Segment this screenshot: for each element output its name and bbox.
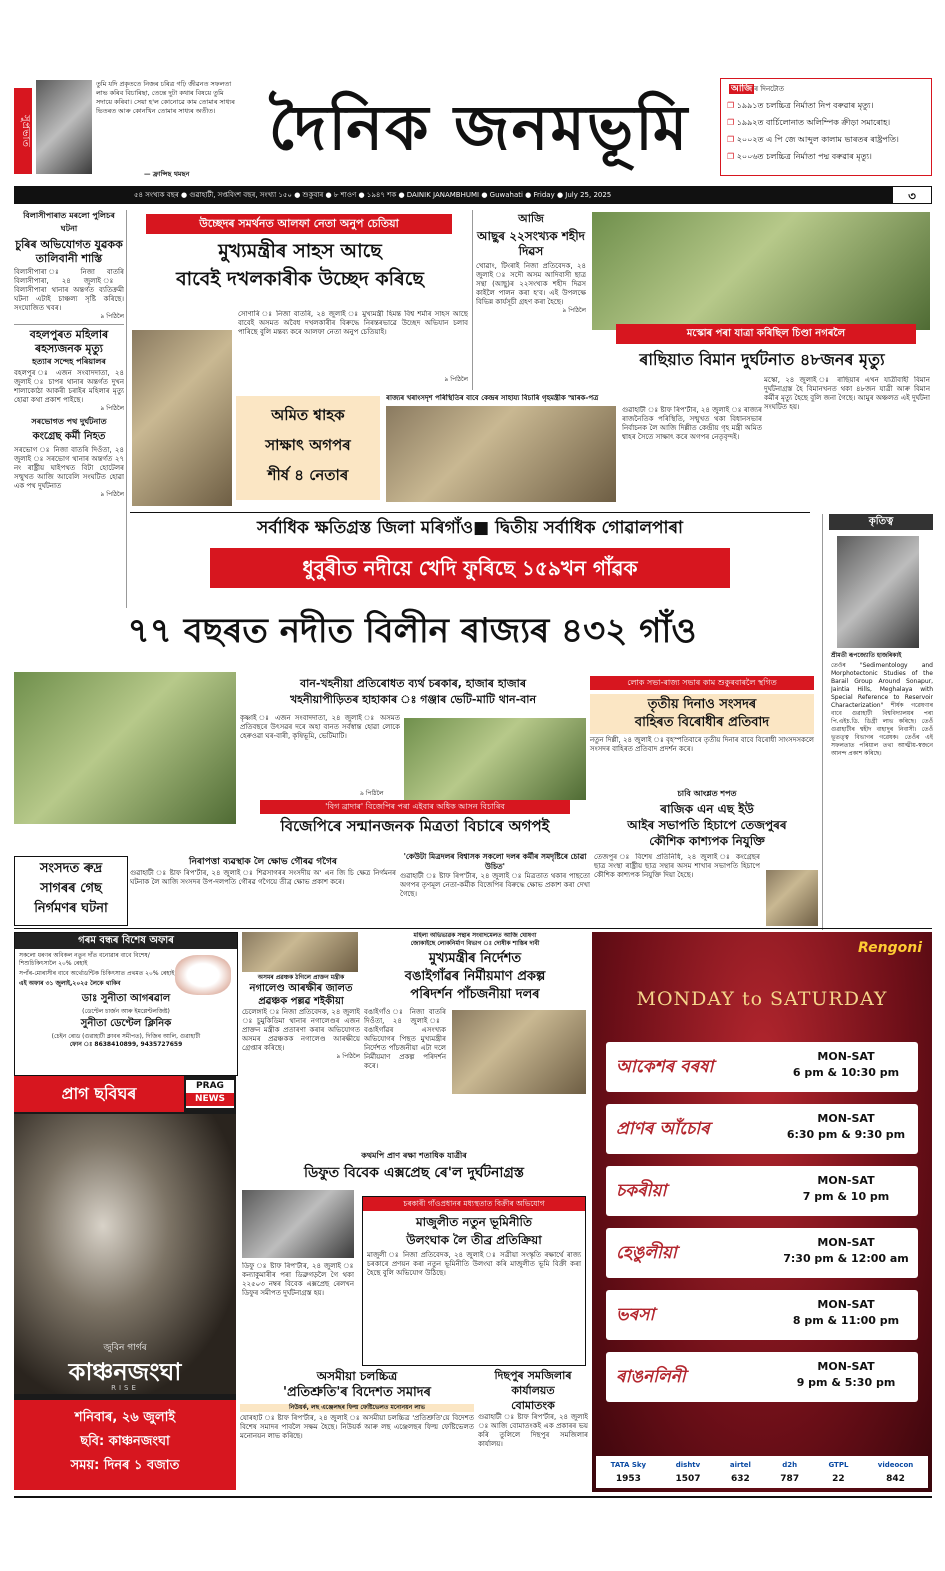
aji-item: ❐ ২০০২ত এ পি জে আব্দুল কালাম ভাৰতৰ ৰাষ্ট্ৰপতি। bbox=[727, 135, 899, 144]
dispur-body: গুৱাহাটী ঃ ষ্টাফ ৰিপ'ৰ্টাৰ, ২৪ জুলাই ঃ আজি বোমাতংকই এক প্ৰকাৰৰ ভয় কৰি তুলিলে দিছপুৰ সমজিলাৰ কাৰ্যালয়। bbox=[478, 1413, 588, 1448]
s2-headline: বহলপুৰত মহিলাৰ ৰহস্যজনক মৃত্যু bbox=[29, 328, 109, 355]
film-rise: RISE bbox=[111, 1384, 139, 1392]
dth-name: GTPL bbox=[828, 1461, 849, 1469]
show-title: ভৰসা bbox=[616, 1305, 655, 1325]
quote-author-portrait bbox=[36, 80, 92, 174]
train-photo bbox=[242, 1190, 354, 1258]
train-kicker: কথমপি প্ৰাণ ৰক্ষা শতাধিক যাত্ৰীৰ bbox=[361, 1151, 467, 1160]
flood-sub-1: বান-খহনীয়া প্ৰতিৰোধত ব্যৰ্থ চৰকাৰ, হাজাৰ হাজাৰ bbox=[299, 677, 527, 690]
show-title: হেঙুলীয়া bbox=[616, 1243, 677, 1263]
amit-line-1: অমিত শ্বাহক bbox=[271, 406, 345, 424]
show-time: 9 pm & 5:30 pm bbox=[796, 1376, 896, 1389]
rengoni-days: MONDAY to SATURDAY bbox=[636, 988, 888, 1010]
film-body: যোৰহাট ঃ ষ্টাফ ৰিপ'ৰ্টাৰ, ২৪ জুলাই ঃ অসমীয়া চলচ্চিত্ৰ 'প্ৰতিশ্ৰুতি'য়ে বিদেশত বিশেষ সমাদৰ পাবলৈ সক্ষম হৈছে। নিউয়ৰ্ক আৰু লছ এঞ্জেলছৰ ফিল্ম ফেষ্টিভেলত মনোনয়ন লাভ কৰিছে। bbox=[240, 1414, 474, 1440]
aji-item: ❐ ২০০৬ত চলচ্চিত্ৰ নিৰ্মাতা পদ্ম বৰুৱাৰ মৃত্যু। bbox=[727, 152, 872, 161]
cm-more[interactable]: ৯ পিঠিলৈ bbox=[444, 376, 468, 383]
dateline: ৫৪ সংখ্যক বছৰ ● গুৱাহাটী, সপ্তবিংশ বছৰ, সংখ্যা ১৫০ ● শুকুবাৰ ● ৮ শাওণ ● ১৯৪৭ শক ● DAINIK JANAMBHUMI ● Guwahati ● Friday ● July 25, 2025 bbox=[134, 191, 612, 199]
dth-item bbox=[730, 1456, 751, 1488]
s3-kicker: সৰভোগত পথ দুৰ্ঘটনাত bbox=[31, 417, 107, 426]
nsui-kicker: চাবি আংশ্লত শপত bbox=[677, 789, 737, 798]
dth-name: dishtv bbox=[675, 1461, 701, 1469]
nagaland-story bbox=[242, 932, 360, 1152]
gas-head-1: সংসদত ৰুদ্ৰ bbox=[39, 861, 103, 876]
show-time: 8 pm & 11:00 pm bbox=[792, 1314, 900, 1327]
nagaland-kicker: অসমৰ প্ৰৱঞ্চক ঠগিলে প্ৰাক্তন মন্ত্ৰীক bbox=[257, 974, 345, 981]
dth-number: 787 bbox=[780, 1474, 800, 1484]
nagaland-headline: নগালেণ্ড আৰক্ষীৰ জালত প্ৰৱঞ্চক পল্লৱ শইকীয়া bbox=[249, 983, 353, 1007]
dth-strip bbox=[596, 1456, 928, 1488]
dispur-head-3: বোমাতংক bbox=[511, 1399, 555, 1412]
newspaper-title: দৈনিক জনমভূমি bbox=[268, 91, 690, 164]
prag-film: ছবি: কাঞ্চনজংঘা bbox=[80, 1434, 170, 1449]
prag-head: প্ৰাগ ছবিঘৰ bbox=[14, 1076, 184, 1112]
divider bbox=[126, 210, 127, 608]
aji-item: ❐ ১৯৯২ত বাৰ্চিলোনাত অলিম্পিক ক্ৰীড়া সমাৰোহ। bbox=[727, 118, 891, 127]
teeth-image bbox=[175, 955, 231, 995]
film-headline: 'প্ৰতিশ্ৰুতি'ৰ বিদেশত সমাদৰ bbox=[283, 1385, 431, 1400]
martyrs-body: খোৱাং, টিংৰাই নিজা প্ৰতিবেদক, ২৪ জুলাই ঃ সদৌ অসম আদিবাসী ছাত্ৰ সন্থা (আছু)ৰ ২২সংখ্যক শহীদ দিৱস কাইলৈ পালন কৰা হ'ব। এই উপলক্ষে বিভিন্ন কাৰ্যসূচী গ্ৰহণ কৰা হৈছে। bbox=[476, 262, 586, 306]
pratishruti-story bbox=[240, 1368, 474, 1492]
page-number: ৩ bbox=[892, 186, 932, 204]
dispur-head-1: দিছপুৰ সমজিলাৰ bbox=[494, 1369, 572, 1382]
dental-address: (চেইন ৰোড (গুৱাহাটী ক্লাবৰ সমীপত), দিজিৰ আলি, গুৱাহাটী bbox=[51, 1033, 201, 1040]
dental-degree: (ডেণ্টেল চাৰ্জন আৰু ইমপ্লেণ্টলজিষ্ট) bbox=[82, 1008, 170, 1015]
dth-number: 1953 bbox=[615, 1474, 641, 1484]
bottom-rule bbox=[14, 1496, 932, 1498]
bridge-kicker: মহিলা অভিভাৱক সন্থাৰ সংবাদমেলত আজি ঘোষণা bbox=[413, 932, 537, 939]
dth-number: 1507 bbox=[675, 1474, 701, 1484]
dateline-bar bbox=[14, 186, 932, 204]
amit-line-2: সাক্ষাৎ অগপৰ bbox=[265, 436, 351, 454]
amit-line-3: শীৰ্ষ ৪ নেতাৰ bbox=[267, 466, 349, 484]
nsui-story bbox=[594, 788, 820, 928]
amit-meeting-photo bbox=[386, 406, 616, 502]
dental-head: গৰম বন্ধৰ বিশেষ অফাৰ bbox=[15, 933, 237, 949]
show-card[interactable] bbox=[606, 1104, 918, 1154]
plane-crash-photo bbox=[592, 212, 930, 330]
aji-label: আজি bbox=[731, 84, 753, 94]
rengoni-logo: Rengoni bbox=[858, 940, 922, 956]
parliament-story bbox=[590, 676, 814, 784]
nagaland-body: চেলেঙ্গাই ঃ নিজা প্ৰতিবেদক, ২৪ জুলাই ঃ চুমুকিডিমা থানাৰ নগালেণ্ডৰ এজন প্ৰাক্তন মন্ত্ৰীক প্ৰতাৰণা কৰাৰ অভিযোগত অসমৰ প্ৰৱঞ্চকক নগালেণ্ড আৰক্ষীয়ে গ্ৰেপ্তাৰ কৰিছে। bbox=[242, 1008, 360, 1052]
nsui-body: তেজপুৰ ঃ বিশেষ প্ৰতিনিধি, ২৪ জুলাই ঃ কংগ্ৰেছৰ ছাত্ৰ সংস্থা ৰাষ্ট্ৰীয় ছাত্ৰ সন্থাৰ অসম শাখাৰ সভাপতি হিচাপে কৌশিক কাশ্যপক নিযুক্তি দিয়া হৈছে। bbox=[594, 853, 760, 879]
gas-body: গুৱাহাটী ঃ ষ্টাফ ৰিপ'ৰ্টাৰ, ২৪ জুলাই ঃ শিৱসাগৰৰ সংসদীয় অ' এন জি চি ক্ষেত্ৰ নিৰ্গমনৰ ঘটনাক লৈ আজি সংসদৰ উপ-দলপতি গৌৰৱ গগৈয়ে তীব্ৰ ক্ষোভ প্ৰকাশ কৰে। bbox=[130, 869, 396, 886]
dth-number: 842 bbox=[886, 1474, 905, 1484]
show-card[interactable] bbox=[606, 1290, 918, 1340]
dth-number: 632 bbox=[731, 1474, 750, 1484]
parliament-body: নতুন দিল্লী, ২৪ জুলাই ঃ বৃহস্পতিবাৰে তৃতীয় দিনাৰ বাবে বিৰোধী সাংসদসকলে সংসদৰ বাহিৰত প্ৰতিবাদ প্ৰদৰ্শন কৰে। bbox=[590, 736, 814, 753]
aji-item: ❐ ১৯৯১ত চলচ্চিত্ৰ নিৰ্মাতা নিপ বৰুৱাৰ মৃত্যু। bbox=[727, 101, 874, 110]
bridge-photo bbox=[452, 1010, 586, 1094]
s3-body: সৰভোগ ঃ নিজা বাতৰি দিওঁতা, ২৪ জুলাই ঃ সৰভোগ থানাৰ অন্তৰ্গত ২৭ নং ৰাষ্ট্ৰীয় ঘাইপথত বিটা হোটেলৰ সন্মুখত আজি আবেলি সংঘটিত হোৱা এক পথ দুৰ্ঘটনাত bbox=[14, 446, 124, 490]
s1-body: বিলাসীপাৰা ঃ নিজা বাতৰি বিলাসীপাৰা, ২৪ জুলাই ঃ বিলাসীপাৰা থানাৰ অন্তৰ্গত ব্যতিক্ৰমী ঘটনা এটাই চাঞ্চল্য সৃষ্টি কৰিছে। সংযোজিত খবৰ। bbox=[14, 268, 124, 312]
martyrs-more[interactable]: ৯ পিঠিলৈ bbox=[562, 307, 586, 314]
kritiwa-body: তেওঁৰ "Sedimentology and Morphotectonic Studies of the Barail Group Around Sonapur, Jaintia Hills, Meghalaya with Special Reference to Reservoir Characterization" শীৰ্ষক গৱেষণাৰ বাবে গুৱাহাটী বিশ্ববিদ্যালয়ৰ পৰা পি.এইচ.ডি. ডিগ্ৰী লাভ কৰিছে। তেওঁ গুৱাহাটীৰ শ্বহীদ বাহাদুৰ নিবাসী। তেওঁ ভূতত্ত্ব বিভাগৰ গৱেষক। তেওঁৰ এই সফলতাত পৰিয়াল তথা আত্মীয়-স্বজনে আনন্দ প্ৰকাশ কৰিছে। bbox=[831, 662, 933, 757]
film-kicker-line: অসমীয়া চলচ্চিত্ৰ bbox=[316, 1369, 398, 1383]
s1-kicker: বিলাসীপাৰাত মৰলো পুলিচৰ ঘটনা bbox=[23, 211, 115, 233]
erosion-photo-2 bbox=[404, 718, 586, 800]
show-time: 7 pm & 10 pm bbox=[802, 1190, 890, 1203]
show-title: ৰাঙনলিনী bbox=[616, 1367, 686, 1387]
nagaland-more[interactable]: ৯ পিঠিলৈ bbox=[336, 1053, 360, 1060]
gas-head-3: নিৰ্গমণৰ ঘটনা bbox=[34, 901, 108, 916]
film-sub: নিউয়ৰ্ক, লছ এঞ্জেলছৰ ফিল্ম ফেষ্টিভেলত মনোনয়ন লাভ bbox=[240, 1404, 474, 1412]
show-time: 7:30 pm & 12:00 am bbox=[783, 1252, 909, 1265]
majuli-kicker: চৰকাৰী গাঁওপ্ৰধানৰ মধ্যস্থতাত বিক্ৰীৰ অভিযোগ bbox=[363, 1197, 585, 1211]
show-day: MON-SAT bbox=[817, 1298, 875, 1311]
bridge-body: বঙাইগাঁও ঃ নিজা বাতৰি দিওঁতা, ২৪ জুলাই ঃ বঙাইগাঁৱৰ এসংখ্যক অভিযোগৰ পিছত মুখ্যমন্ত্ৰীৰ নিৰ্দেশত পাঁচজনীয়া এটা দলে নিৰ্মীয়মাণ প্ৰকল্প পৰিদৰ্শন কৰে। bbox=[364, 1008, 446, 1070]
show-card[interactable] bbox=[606, 1228, 918, 1278]
amit-body: গুৱাহাটী ঃ ষ্টাফ ৰিপ'ৰ্টাৰ, ২৪ জুলাই ঃ ৰাজ্যৰ ৰাজনৈতিক পৰিস্থিতি, সন্মুখত থকা বিধানসভাৰ নিৰ্বাচনক লৈ আজি দিল্লীত কেন্দ্ৰীয় গৃহ মন্ত্ৰী অমিত শ্বাহৰ সৈতে সাক্ষাৎ কৰে অগপৰ নেতৃবৃন্দই। bbox=[622, 406, 762, 441]
train-headline: ডিফুত বিবেক এক্সপ্ৰেছ ৰে'ল দুৰ্ঘটনাগ্ৰস্ত bbox=[304, 1165, 524, 1181]
suprobhat-label: সুপ্ৰভাত bbox=[14, 88, 32, 174]
flood-subhead bbox=[240, 676, 586, 708]
flood-redhead: ধুবুৰীত নদীয়ে খেদি ফুৰিছে ১৫৯খন গাঁৱক bbox=[210, 548, 730, 588]
dental-doctor: ডাঃ সুনীতা আগৰৱাল bbox=[81, 993, 171, 1004]
show-title: আকেশৰ বৰষা bbox=[616, 1057, 714, 1077]
nagaland-photo bbox=[242, 932, 358, 972]
erosion-photo-1 bbox=[14, 672, 236, 824]
flood-body: কৃষ্ণাই ঃ এজন সংবাদদাতা, ২৪ জুলাই ঃ অসমত প্ৰতিবছৰে উৎসৱৰ দৰে অহা বানত সৰ্বস্বান্ত হোৱা লোকে হেৰুওৱা ঘৰ-বাৰী, কৃষিভূমি, ভেটিমাটি। bbox=[240, 714, 400, 740]
s3-headline: কংগ্ৰেছ কৰ্মী নিহত bbox=[32, 431, 106, 442]
film-title: কাঞ্চনজংঘা bbox=[68, 1358, 182, 1386]
dth-name: videocon bbox=[877, 1461, 914, 1469]
kritiwa-box bbox=[822, 514, 933, 930]
dental-phone: ফোন ঃ 8638410899, 9435727659 bbox=[69, 1041, 183, 1048]
martyrs-headline: আছুৰ ২২সংখ্যক শহীদ দিৱস bbox=[477, 229, 585, 258]
flood-more[interactable]: ৯ পিঠিলৈ bbox=[360, 790, 384, 797]
show-card[interactable] bbox=[606, 1352, 918, 1402]
s2-more[interactable]: ৯ পিঠিলৈ bbox=[100, 405, 124, 412]
dth-item bbox=[780, 1456, 799, 1488]
show-time: 6 pm & 10:30 pm bbox=[792, 1066, 900, 1079]
dth-item bbox=[611, 1456, 646, 1488]
masthead bbox=[14, 76, 932, 186]
film-kicker: জুবিন গাৰ্গৰ bbox=[103, 1343, 147, 1353]
dental-ad[interactable] bbox=[14, 932, 238, 1076]
show-day: MON-SAT bbox=[817, 1360, 875, 1373]
majuli-story bbox=[362, 1196, 586, 1366]
dispur-head-2: কাৰ্যালয়ত bbox=[511, 1384, 555, 1397]
gas-head-2: সাগৰৰ গেছ bbox=[40, 881, 102, 896]
gas-leak-box bbox=[14, 856, 128, 926]
show-day: MON-SAT bbox=[817, 1174, 875, 1187]
quote-author: — ফ্ৰান্সিছ থমছন bbox=[144, 170, 190, 178]
bjp-sub: 'কেউটা মিত্ৰদলৰ বিশ্বাসক সকলো দলৰ কৰ্মীৰ সমদৃষ্টিৰে চোৱা উচিত' bbox=[403, 852, 587, 871]
amit-box bbox=[236, 396, 380, 500]
dispur-story bbox=[478, 1368, 588, 1492]
dth-name: airtel bbox=[729, 1461, 751, 1469]
show-card[interactable] bbox=[606, 1166, 918, 1216]
s1-more[interactable]: ৯ পিঠিলৈ bbox=[100, 313, 124, 320]
divider bbox=[472, 210, 473, 390]
bongaigaon-story bbox=[364, 932, 586, 1152]
cm-headline-2: বাবেই দখলকাৰীক উচ্ছেদ কৰিছে bbox=[176, 268, 424, 290]
amit-story bbox=[236, 392, 764, 510]
dental-line-2: সপাঁৰ-মোৰাসীৰ বাবে অৰ্থোডন্টিক চিকিৎসাত প্ৰথমত ২০% ৰেহাই bbox=[19, 970, 175, 977]
parliament-head-2: বাহিৰত বিৰোধীৰ প্ৰতিবাদ bbox=[634, 715, 770, 730]
bridge-kicker-2: জোকাইছে লোকনিৰ্মাণ বিভাগ ঃ দোষীক শাস্তিৰ দাবী bbox=[410, 940, 540, 947]
martyrs-story bbox=[476, 210, 586, 390]
s1-headline: চুৰিৰ অভিযোগত যুৱকক তালিবানী শাস্তি bbox=[15, 238, 123, 265]
show-day: MON-SAT bbox=[817, 1236, 875, 1249]
nsui-head-2: আইৰ সভাপতি হিচাপে তেজপুৰৰ bbox=[627, 818, 787, 832]
gas-kicker: নিৰাপত্তা ব্যৱস্থাক লৈ ক্ষোভ গৌৰৱ গগৈৰ bbox=[189, 857, 337, 867]
s2-body: বহলপুৰ ঃ এজন সংবাদদাতা, ২৪ জুলাই ঃ চাপৰ থানাৰ অন্তৰ্গত দুখন শালাকোঠা আকৰী চৰাইৰ মহিলাৰ মৃত্যু হোৱা কথা প্ৰকাশ পাইছে। bbox=[14, 369, 124, 404]
left-column bbox=[14, 210, 124, 610]
bridge-head-3: পৰিদৰ্শন পাঁচজনীয়া দলৰ bbox=[410, 987, 540, 1002]
flood-main-headline: ৭৭ বছৰত নদীত বিলীন ৰাজ্যৰ ৪৩২ গাঁও bbox=[127, 611, 697, 651]
cm-kicker: উচ্ছেদৰ সমৰ্থনত আলফা নেতা অনুপ চেতিয়া bbox=[146, 214, 452, 234]
cm-headline-1: মুখ্যমন্ত্ৰীৰ সাহস আছে bbox=[218, 240, 382, 262]
parliament-kicker: লোক সভা-ৰাজ্য সভাৰ কাম শুকুৰবাৰলৈ স্থগিত bbox=[590, 676, 814, 690]
show-day: MON-SAT bbox=[817, 1112, 875, 1125]
dental-line-1: সকলো ধৰণৰ অবিকল নতুন দাঁত বনোৱাৰ বাবে বিশেষ/শিশুচিকিৎসালৈ ২০% ৰেহাই bbox=[19, 952, 150, 967]
majuli-body: মাজুলী ঃ নিজা প্ৰতিবেদক, ২৪ জুলাই ঃ সত্ৰীয়া সংস্কৃতি ৰক্ষাৰ্থে ৰাজ্য চৰকাৰে প্ৰণয়ন কৰা নতুন ভূমিনীতি উলংঘা কৰি মাজুলীত ভূমি বিক্ৰী কৰা হৈছে বুলি অভিযোগ উঠিছে। bbox=[367, 1251, 581, 1277]
prag-news-logo: PRAG NEWS bbox=[186, 1080, 234, 1108]
anup-chetia-photo bbox=[132, 330, 232, 506]
plane-body: মস্কো, ২৪ জুলাই ঃ ৰাছিয়াৰ এখন যাত্ৰীবাহী বিমান দুৰ্ঘটনাগ্ৰস্ত হৈ বিমানখনত থকা ৪৮জন যাত্ৰী আৰু বিমান কৰ্মীৰ মৃত্যু হৈছে বুলি জনা গৈছে। আমুৰ অঞ্চলত এই দুৰ্ঘটনা সংঘটিত হয়। bbox=[764, 376, 930, 411]
bjp-story bbox=[240, 800, 590, 856]
plane-caption: মস্কোৰ পৰা যাত্ৰা কৰিছিল চিণ্ডা নগৰলৈ bbox=[616, 324, 916, 344]
cm-body: সোণাৰি ঃ নিজা বাতৰি, ২৪ জুলাই ঃ মুখ্যমন্ত্ৰী হিমন্ত বিশ্ব শৰ্মাৰ সাহস আছে বাবেই অসমত অবৈধ দখলকাৰীৰ বিৰুদ্ধে নিৰন্তৰভাৱে উচ্ছেদ অভিযান চলাব পাৰিছে বুলি মন্তব্য কৰে আলফা নেতা অনুপ চেতিয়াই। bbox=[238, 310, 468, 336]
dth-item bbox=[878, 1456, 913, 1488]
flood-strap: সৰ্বাধিক ক্ষতিগ্ৰস্ত জিলা মৰিগাঁও■ দ্বিতীয় সৰ্বাধিক গোৱালপাৰা bbox=[257, 518, 683, 538]
gas-leak-story bbox=[130, 856, 396, 926]
plane-headline: ৰাছিয়াত বিমান দুৰ্ঘটনাত ৪৮জনৰ মৃত্যু bbox=[639, 350, 885, 369]
aji-box bbox=[720, 78, 932, 176]
train-body: ডিফু ঃ ষ্টাফ ৰিপ'ৰ্টাৰ, ২৪ জুলাই ঃ কন্যাকুমাৰীৰ পৰা ডিব্ৰুগড়লৈ গৈ থকা ২২৫০৩ নম্বৰ বিবেক এক্সপ্ৰেছ ৰেলখন ডিফুৰ সমীপত দুৰ্ঘটনাগ্ৰস্ত হয়। bbox=[242, 1262, 354, 1297]
bjp-body: গুৱাহাটী ঃ ষ্টাফ ৰিপ'ৰ্টাৰ, ২৪ জুলাই ঃ মিত্ৰতাত থকাৰ পাছতো অগপৰ তৃণমূল নেতা-কৰ্মীক বিজেপিৰ বিৰুদ্ধে ক্ষোভ প্ৰকাশ কৰা দেখা গৈছে। bbox=[400, 872, 590, 898]
aji-list bbox=[727, 97, 927, 165]
dth-list bbox=[596, 1456, 928, 1488]
s2-sub: হত্যাৰ সন্দেহ পৰিয়ালৰ bbox=[32, 357, 106, 366]
prag-time: সময়: দিনৰ ১ বজাত bbox=[70, 1458, 180, 1473]
dental-line-3: এই অফাৰ ৩১ জুলাই,২০২৫ লৈকে থাকিব bbox=[19, 980, 121, 987]
bridge-head-1: মুখ্যমন্ত্ৰীৰ নিৰ্দেশত bbox=[428, 951, 522, 966]
prag-ad[interactable] bbox=[14, 1076, 236, 1490]
dth-name: TATA Sky bbox=[610, 1461, 647, 1469]
majuli-head-1: মাজুলীত নতুন ভূমিনীতি bbox=[415, 1215, 532, 1229]
show-card[interactable] bbox=[606, 1042, 918, 1092]
s3-more[interactable]: ৯ পিঠিলৈ bbox=[100, 491, 124, 498]
dth-name: d2h bbox=[782, 1461, 798, 1469]
quote-text: তুমি যদি প্ৰকৃততে নিজৰ চৰিত্ৰ গঢ়ি জীৱনত সফলতা লাভ কৰিব বিচাৰিছা, তেন্তে দুটা কথাৰ বিষয়ে তুমি সদায়ে কৰিবা। সেয়া হ'ল কোনোৱে কাম তোমাৰ সাধ্যৰ ভিতৰত আৰু কোনখিন তোমাৰ সাধ্যৰ অতীত। bbox=[96, 80, 235, 115]
kritiwa-name: শ্ৰীমতী ৰূপজ্যোতি হাজৰিকাই bbox=[831, 652, 902, 659]
bridge-head-2: বঙাইগাঁৱৰ নিৰ্মীয়মাণ প্ৰকল্প bbox=[404, 969, 546, 984]
nsui-head-3: কৌশিক কাশ্যপক নিযুক্তি bbox=[649, 834, 765, 848]
dth-item bbox=[675, 1456, 700, 1488]
amit-caption: ৰাজ্যৰ খৰাংসদৃশ পৰিস্থিতিৰ বাবে কেন্দ্ৰৰ সাহায্য বিচাৰি গৃহমন্ত্ৰীক স্মাৰক-পত্ৰ bbox=[386, 394, 599, 402]
divider bbox=[130, 512, 810, 513]
flood-sub-2: খহনীয়াপীড়িতৰ হাহাকাৰ ঃ গঞ্জাৰ ভেটি-মাটি থান-বান bbox=[289, 693, 537, 706]
show-time: 6:30 pm & 9:30 pm bbox=[786, 1128, 906, 1141]
bjp-headline: বিজেপিৰে সন্মানজনক মিত্ৰতা বিচাৰে অগপই bbox=[280, 817, 550, 835]
prag-schedule bbox=[14, 1400, 236, 1490]
bjp-body-block bbox=[400, 852, 590, 928]
aji-sub: ৰ দিনটোত bbox=[754, 85, 785, 93]
prag-date: শনিবাৰ, ২৬ জুলাই bbox=[74, 1410, 176, 1425]
dth-number: 22 bbox=[832, 1474, 845, 1484]
martyrs-kicker: আজি bbox=[518, 212, 544, 225]
kaushik-photo bbox=[766, 870, 818, 926]
majuli-head-2: উলংঘাক লৈ তীব্ৰ প্ৰতিক্ৰিয়া bbox=[406, 1233, 542, 1247]
dth-item bbox=[828, 1456, 848, 1488]
bjp-kicker: 'বিগ ব্ৰাদাৰ' বিজেপিৰ পৰা এইবাৰ অধিক আসন বিচাৰিব bbox=[260, 800, 570, 814]
kritiwa-portrait bbox=[837, 536, 919, 648]
show-title: প্ৰাণৰ আঁচোৰ bbox=[616, 1119, 710, 1139]
show-title: চকৰীয়া bbox=[616, 1181, 667, 1201]
parliament-head-1: তৃতীয় দিনাও সংসদৰ bbox=[647, 697, 757, 712]
kritiwa-label: কৃতিত্ব bbox=[829, 514, 933, 530]
divider bbox=[14, 928, 932, 929]
show-day: MON-SAT bbox=[817, 1050, 875, 1063]
nsui-head-1: ৰাজিক এন এছ ইউ bbox=[660, 802, 754, 816]
dental-clinic: সুনীতা ডেণ্টেল ক্লিনিক bbox=[80, 1018, 172, 1029]
